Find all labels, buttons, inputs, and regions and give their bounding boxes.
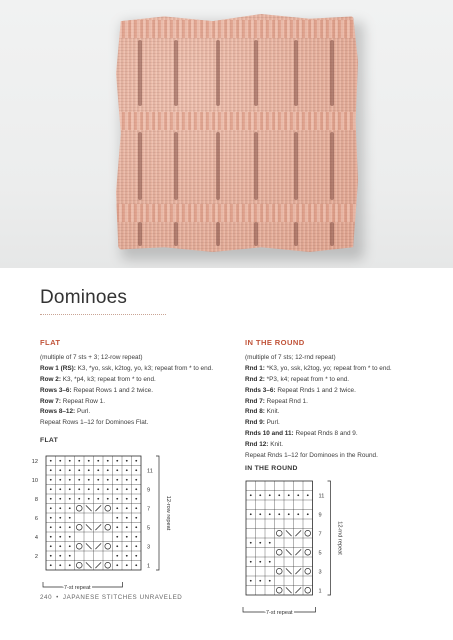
- chart-row-label: 8: [34, 497, 38, 504]
- purl-symbol: [88, 488, 90, 490]
- purl-symbol: [59, 460, 61, 462]
- purl-symbol: [78, 460, 80, 462]
- purl-symbol: [135, 498, 137, 500]
- purl-symbol: [126, 507, 128, 509]
- purl-symbol: [107, 498, 109, 500]
- round-heading: IN THE ROUND: [245, 338, 305, 347]
- purl-symbol: [69, 536, 71, 538]
- ssk-symbol: [286, 568, 292, 574]
- chart-row-label: 7: [147, 506, 151, 513]
- purl-symbol: [116, 460, 118, 462]
- stitch-repeat-bracket: [43, 582, 123, 587]
- flat-line-text: (multiple of 7 sts + 3; 12-row repeat): [40, 353, 143, 361]
- k2tog-symbol: [295, 549, 301, 555]
- yarn-over-symbol: [76, 543, 82, 549]
- round-line-label: Rnd 12:: [245, 441, 269, 449]
- purl-symbol: [116, 536, 118, 538]
- chart-row-label: 12: [31, 459, 38, 466]
- footer-separator: •: [56, 594, 59, 601]
- purl-symbol: [50, 460, 52, 462]
- yarn-over-symbol: [276, 549, 282, 555]
- yarn-over-symbol: [305, 587, 311, 593]
- purl-symbol: [78, 479, 80, 481]
- purl-symbol: [135, 460, 137, 462]
- purl-symbol: [116, 469, 118, 471]
- purl-symbol: [97, 460, 99, 462]
- stitch-repeat-label: 7-st repeat: [63, 585, 91, 592]
- k2tog-symbol: [95, 543, 101, 549]
- round-line-text: Purl.: [266, 419, 280, 427]
- purl-symbol: [78, 469, 80, 471]
- purl-symbol: [135, 469, 137, 471]
- round-line: [245, 386, 435, 397]
- yarn-over-symbol: [105, 562, 111, 568]
- flat-heading: FLAT: [40, 338, 61, 347]
- round-line-text: Knit.: [270, 441, 284, 449]
- flat-line-label: Row 2:: [40, 375, 61, 383]
- purl-symbol: [278, 513, 280, 515]
- flat-line: [40, 386, 240, 397]
- purl-symbol: [50, 507, 52, 509]
- purl-symbol: [259, 542, 261, 544]
- purl-symbol: [59, 526, 61, 528]
- purl-symbol: [126, 460, 128, 462]
- k2tog-symbol: [95, 562, 101, 568]
- chart-frame: [46, 456, 141, 570]
- purl-symbol: [307, 513, 309, 515]
- yarn-over-symbol: [276, 568, 282, 574]
- purl-symbol: [88, 498, 90, 500]
- chart-frame: [246, 481, 313, 595]
- rnd-stitch-repeat-bracket: [243, 607, 316, 612]
- rnd-repeat-bracket: [328, 481, 331, 595]
- purl-symbol: [126, 488, 128, 490]
- flat-line-text: K3, *yo, ssk, k2tog, yo, k3; repeat from * to end.: [77, 364, 213, 372]
- flat-line-label: Rows 3–6:: [40, 386, 72, 394]
- purl-symbol: [69, 498, 71, 500]
- ssk-symbol: [286, 549, 292, 555]
- lace-eyelet-column: [138, 132, 142, 200]
- purl-symbol: [69, 517, 71, 519]
- ssk-symbol: [86, 524, 92, 530]
- purl-symbol: [69, 564, 71, 566]
- purl-symbol: [116, 545, 118, 547]
- flat-line-label: Rows 8–12:: [40, 408, 76, 416]
- purl-symbol: [59, 507, 61, 509]
- purl-symbol: [269, 580, 271, 582]
- round-line: [245, 440, 435, 451]
- purl-symbol: [107, 488, 109, 490]
- purl-symbol: [88, 469, 90, 471]
- purl-symbol: [59, 564, 61, 566]
- round-line-text: (multiple of 7 sts; 12-rnd repeat): [245, 353, 336, 361]
- lace-eyelet-column: [294, 40, 298, 106]
- purl-symbol: [107, 479, 109, 481]
- k2tog-symbol: [95, 524, 101, 530]
- purl-symbol: [50, 479, 52, 481]
- purl-symbol: [50, 517, 52, 519]
- purl-symbol: [88, 479, 90, 481]
- purl-symbol: [116, 526, 118, 528]
- lace-eyelet-column: [216, 222, 220, 246]
- purl-symbol: [135, 479, 137, 481]
- purl-symbol: [269, 494, 271, 496]
- purl-symbol: [135, 536, 137, 538]
- round-line-label: Rnds 10 and 11:: [245, 430, 294, 438]
- round-line-text: Knit.: [266, 408, 280, 416]
- rnd-repeat-label: 12-rnd repeat: [336, 521, 343, 555]
- garter-ridge: [116, 20, 358, 38]
- chart-row-label: 7: [318, 531, 322, 538]
- round-line-label: Rnds 3–6:: [245, 386, 276, 394]
- flat-line-text: Repeat Rows 1–12 for Dominoes Flat.: [40, 419, 149, 427]
- round-line-text: Repeat Rnds 1–12 for Dominoes in the Round.: [245, 452, 378, 460]
- k2tog-symbol: [295, 530, 301, 536]
- purl-symbol: [69, 526, 71, 528]
- round-line-text: Repeat Rnds 8 and 9.: [295, 430, 358, 438]
- title-dotted-rule: [40, 314, 166, 315]
- yarn-over-symbol: [276, 587, 282, 593]
- purl-symbol: [69, 488, 71, 490]
- chart-row-label: 9: [147, 487, 151, 494]
- purl-symbol: [59, 498, 61, 500]
- purl-symbol: [288, 513, 290, 515]
- lace-eyelet-column: [330, 40, 334, 106]
- chart-row-label: 2: [34, 554, 38, 561]
- purl-symbol: [116, 564, 118, 566]
- purl-symbol: [50, 488, 52, 490]
- purl-symbol: [126, 469, 128, 471]
- lace-eyelet-column: [254, 222, 258, 246]
- purl-symbol: [59, 517, 61, 519]
- flat-line-text: Purl.: [76, 408, 91, 416]
- yarn-over-symbol: [105, 543, 111, 549]
- purl-symbol: [78, 498, 80, 500]
- lace-eyelet-column: [330, 222, 334, 246]
- purl-symbol: [135, 507, 137, 509]
- chart-row-label: 1: [318, 588, 322, 595]
- chart-row-label: 6: [34, 516, 38, 523]
- purl-symbol: [116, 479, 118, 481]
- page-number: 240: [40, 594, 53, 601]
- round-line-text: *K3, yo, ssk, k2tog, yo; repeat from * to end.: [266, 364, 392, 372]
- yarn-over-symbol: [305, 549, 311, 555]
- purl-symbol: [50, 469, 52, 471]
- knitted-swatch-image: [116, 14, 358, 252]
- purl-symbol: [59, 555, 61, 557]
- flat-line: [40, 407, 240, 418]
- purl-symbol: [88, 460, 90, 462]
- yarn-over-symbol: [276, 530, 282, 536]
- purl-symbol: [116, 488, 118, 490]
- purl-symbol: [50, 545, 52, 547]
- purl-symbol: [259, 494, 261, 496]
- round-line: [245, 407, 435, 418]
- book-title: JAPANESE STITCHES UNRAVELED: [62, 594, 183, 601]
- k2tog-symbol: [95, 505, 101, 511]
- purl-symbol: [116, 517, 118, 519]
- row-repeat-label: 12-row repeat: [165, 495, 171, 531]
- chart-row-label: 9: [318, 512, 322, 519]
- purl-symbol: [59, 479, 61, 481]
- lace-eyelet-column: [216, 132, 220, 200]
- flat-line-label: Row 1 (RS):: [40, 364, 76, 372]
- purl-symbol: [135, 564, 137, 566]
- purl-symbol: [307, 494, 309, 496]
- lace-eyelet-column: [138, 40, 142, 106]
- purl-symbol: [126, 479, 128, 481]
- purl-symbol: [69, 507, 71, 509]
- round-line: [245, 451, 435, 462]
- purl-symbol: [250, 542, 252, 544]
- purl-symbol: [50, 564, 52, 566]
- purl-symbol: [50, 555, 52, 557]
- page-footer: [40, 594, 182, 601]
- purl-symbol: [50, 526, 52, 528]
- purl-symbol: [59, 469, 61, 471]
- round-line-label: Rnd 2:: [245, 375, 265, 383]
- round-line-label: Rnd 9:: [245, 419, 265, 427]
- purl-symbol: [59, 488, 61, 490]
- round-line: [245, 397, 435, 408]
- ssk-symbol: [286, 587, 292, 593]
- ssk-symbol: [86, 562, 92, 568]
- purl-symbol: [69, 555, 71, 557]
- lace-eyelet-column: [254, 40, 258, 106]
- purl-symbol: [269, 513, 271, 515]
- yarn-over-symbol: [76, 505, 82, 511]
- purl-symbol: [126, 545, 128, 547]
- purl-symbol: [97, 488, 99, 490]
- flat-line-label: Row 7:: [40, 397, 61, 405]
- round-line: [245, 429, 435, 440]
- purl-symbol: [50, 536, 52, 538]
- purl-symbol: [278, 494, 280, 496]
- yarn-over-symbol: [76, 524, 82, 530]
- chart-row-label: 3: [318, 569, 322, 576]
- k2tog-symbol: [295, 568, 301, 574]
- round-line: [245, 353, 435, 364]
- purl-symbol: [126, 555, 128, 557]
- lace-eyelet-column: [138, 222, 142, 246]
- flat-line: [40, 418, 240, 429]
- flat-line: [40, 397, 240, 408]
- purl-symbol: [116, 498, 118, 500]
- lace-eyelet-column: [294, 132, 298, 200]
- purl-symbol: [69, 479, 71, 481]
- flat-line: [40, 375, 240, 386]
- purl-symbol: [59, 536, 61, 538]
- round-line-label: Rnd 7:: [245, 397, 265, 405]
- yarn-over-symbol: [76, 562, 82, 568]
- flat-chart-heading: FLAT: [40, 437, 59, 444]
- purl-symbol: [126, 526, 128, 528]
- flat-instructions: [40, 338, 240, 429]
- lace-eyelet-column: [174, 132, 178, 200]
- round-instructions: [245, 338, 435, 462]
- lace-eyelet-column: [174, 222, 178, 246]
- ssk-symbol: [286, 530, 292, 536]
- purl-symbol: [250, 580, 252, 582]
- purl-symbol: [135, 488, 137, 490]
- chart-row-label: 1: [147, 563, 151, 570]
- purl-symbol: [69, 460, 71, 462]
- purl-symbol: [269, 542, 271, 544]
- round-line-text: *P3, k4; repeat from * to end.: [266, 375, 350, 383]
- purl-symbol: [297, 513, 299, 515]
- flat-line: [40, 364, 240, 375]
- round-line-text: Repeat Rnd 1.: [266, 397, 308, 405]
- k2tog-symbol: [295, 587, 301, 593]
- purl-symbol: [259, 561, 261, 563]
- flat-line-text: Repeat Row 1.: [62, 397, 106, 405]
- chart-row-label: 11: [147, 468, 153, 475]
- purl-symbol: [107, 460, 109, 462]
- purl-symbol: [126, 564, 128, 566]
- purl-symbol: [288, 494, 290, 496]
- purl-symbol: [126, 517, 128, 519]
- chart-row-label: 11: [318, 493, 325, 500]
- yarn-over-symbol: [105, 524, 111, 530]
- round-line-label: Rnd 1:: [245, 364, 265, 372]
- lace-eyelet-column: [174, 40, 178, 106]
- purl-symbol: [250, 561, 252, 563]
- flat-line-text: Repeat Rows 1 and 2 twice.: [73, 386, 153, 394]
- purl-symbol: [69, 469, 71, 471]
- purl-symbol: [97, 469, 99, 471]
- purl-symbol: [250, 494, 252, 496]
- purl-symbol: [78, 488, 80, 490]
- yarn-over-symbol: [105, 505, 111, 511]
- lace-eyelet-column: [330, 132, 334, 200]
- yarn-over-symbol: [305, 568, 311, 574]
- purl-symbol: [59, 545, 61, 547]
- purl-symbol: [250, 513, 252, 515]
- chart-row-label: 5: [147, 525, 151, 532]
- round-chart-heading: IN THE ROUND: [245, 465, 298, 472]
- flat-line: [40, 353, 240, 364]
- chart-row-label: 4: [34, 535, 38, 542]
- purl-symbol: [50, 498, 52, 500]
- purl-symbol: [126, 536, 128, 538]
- lace-eyelet-column: [294, 222, 298, 246]
- round-line-label: Rnd 8:: [245, 408, 265, 416]
- ssk-symbol: [86, 505, 92, 511]
- purl-symbol: [297, 494, 299, 496]
- purl-symbol: [135, 526, 137, 528]
- round-line: [245, 364, 435, 375]
- chart-row-label: 3: [147, 544, 151, 551]
- purl-symbol: [135, 517, 137, 519]
- round-line-text: Repeat Rnds 1 and 2 twice.: [277, 386, 356, 394]
- flat-line-text: K3, *p4, k3; repeat from * to end.: [62, 375, 156, 383]
- chart-row-label: 10: [31, 478, 38, 485]
- round-line: [245, 375, 435, 386]
- rnd-stitch-repeat-label: 7-st repeat: [265, 610, 293, 617]
- lace-eyelet-column: [216, 40, 220, 106]
- purl-symbol: [135, 555, 137, 557]
- yarn-over-symbol: [305, 530, 311, 536]
- purl-symbol: [116, 555, 118, 557]
- purl-symbol: [97, 479, 99, 481]
- purl-symbol: [259, 580, 261, 582]
- pattern-title: Dominoes: [40, 287, 128, 308]
- row-repeat-bracket: [156, 456, 159, 570]
- purl-symbol: [259, 513, 261, 515]
- purl-symbol: [116, 507, 118, 509]
- chart-row-label: 5: [318, 550, 322, 557]
- swatch-photo: [0, 0, 453, 268]
- purl-symbol: [126, 498, 128, 500]
- purl-symbol: [135, 545, 137, 547]
- lace-eyelet-column: [254, 132, 258, 200]
- purl-symbol: [69, 545, 71, 547]
- round-line: [245, 418, 435, 429]
- purl-symbol: [97, 498, 99, 500]
- purl-symbol: [269, 561, 271, 563]
- garter-ridge: [116, 112, 358, 130]
- purl-symbol: [107, 469, 109, 471]
- garter-ridge: [116, 204, 358, 222]
- ssk-symbol: [86, 543, 92, 549]
